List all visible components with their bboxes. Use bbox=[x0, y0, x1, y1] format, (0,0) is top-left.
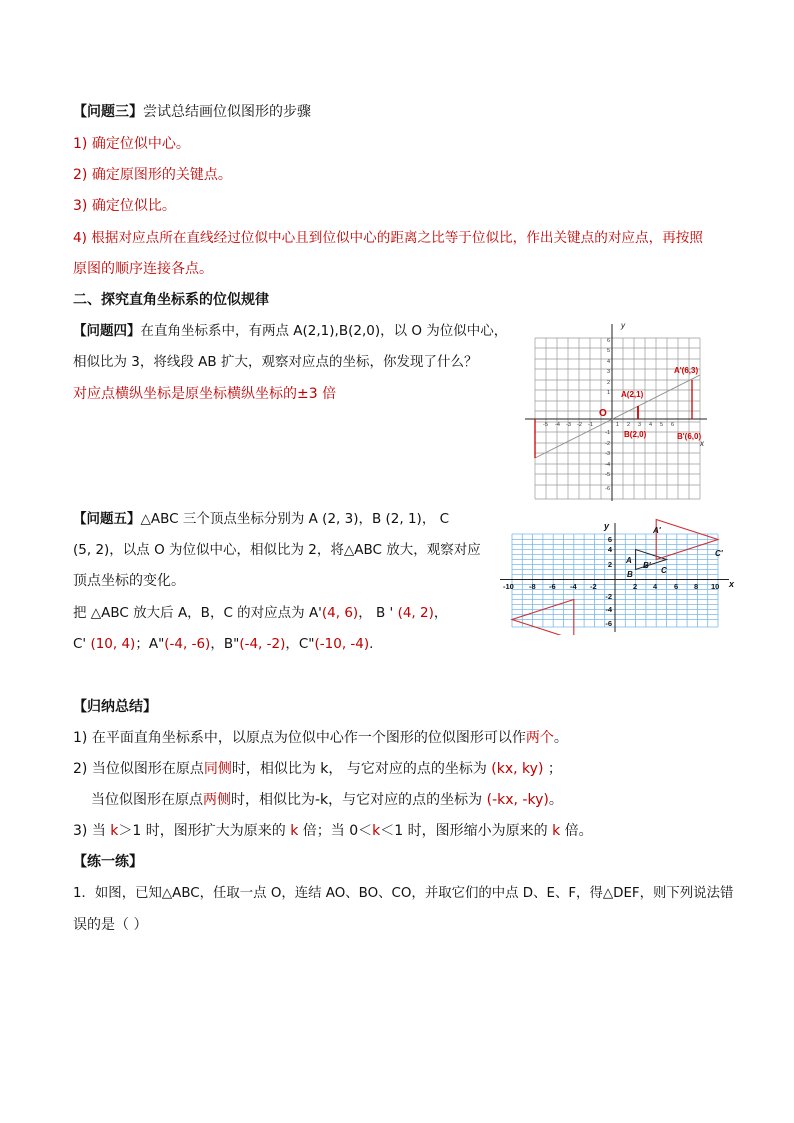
q5-answer-1 bbox=[73, 604, 447, 622]
q3-step-2: 2) 确定原图形的关键点。 bbox=[73, 167, 232, 183]
graph-2-label-C2: C' bbox=[715, 549, 723, 558]
q5-line-1 bbox=[73, 510, 449, 528]
summary-3-highlight-1: 两侧 bbox=[203, 792, 231, 808]
q5-a2-value-2: (-4, -6) bbox=[164, 636, 211, 652]
g1-ytick: -5 bbox=[605, 472, 610, 478]
g1-ytick: 5 bbox=[606, 348, 610, 354]
q5-text-1: △ABC 三个顶点坐标分别为 A (2, 3)，B (2, 1)， C bbox=[140, 511, 450, 527]
g1-ytick: 1 bbox=[606, 390, 610, 396]
practice-q1-line-2: 误的是（ ） bbox=[73, 917, 148, 933]
g1-ytick: 3 bbox=[606, 369, 610, 375]
g1-ytick: -6 bbox=[605, 486, 610, 492]
q5-a2-sep-2: ，B" bbox=[210, 636, 240, 652]
q5-a2-value-1: (10, 4) bbox=[90, 636, 136, 652]
g2-xtick: 10 bbox=[711, 582, 720, 591]
summary-line-2 bbox=[73, 760, 562, 778]
g1-xtick: -4 bbox=[555, 422, 560, 428]
graph-2-label-C: C bbox=[661, 566, 667, 575]
summary-4-lt: ＜1 时，图形缩小为原来的 bbox=[380, 823, 553, 839]
summary-3-highlight-2: (-kx, -ky) bbox=[486, 792, 549, 808]
g1-ytick: -4 bbox=[605, 462, 610, 468]
practice-title: 【练一练】 bbox=[73, 854, 143, 870]
q4-text-1: 在直角坐标系中，有两点 A(2,1),B(2,0)，以 O 为位似中心， bbox=[140, 323, 508, 339]
summary-4-end: 倍。 bbox=[560, 823, 593, 839]
q3-step-4: 4) 根据对应点所在直线经过位似中心且到位似中心的距离之比等于位似比，作出关键点的对应点，再按照 bbox=[73, 230, 703, 246]
q5-a2-sep-3: ，C" bbox=[285, 636, 315, 652]
graph-1-coordinate-plane bbox=[525, 318, 725, 504]
summary-2-highlight-1: 同侧 bbox=[203, 761, 232, 777]
q3-text: 尝试总结画位似图形的步骤 bbox=[143, 104, 311, 120]
summary-line-1 bbox=[73, 729, 568, 747]
q5-title: 【问题五】 bbox=[73, 511, 141, 527]
g1-xtick: 4 bbox=[649, 422, 653, 428]
g2-xtick: -10 bbox=[503, 582, 514, 591]
summary-4-mid-2: 倍；当 0＜ bbox=[298, 823, 373, 839]
q5-a2-value-4: (-10, -4) bbox=[314, 636, 370, 652]
g2-xtick: 8 bbox=[694, 582, 699, 591]
g1-xtick: -3 bbox=[566, 422, 571, 428]
g1-xtick: -2 bbox=[577, 422, 582, 428]
summary-3-end: 。 bbox=[548, 792, 563, 808]
q5-a2-sep-1: ；A" bbox=[135, 636, 165, 652]
summary-3-pre: 当位似图形在原点 bbox=[91, 792, 203, 808]
summary-4-mid: 时，图形扩大为原来的 bbox=[141, 823, 291, 839]
g1-xtick: 1 bbox=[616, 422, 620, 428]
q5-a2-pre: C' bbox=[73, 636, 87, 652]
g1-xtick: 3 bbox=[638, 422, 642, 428]
g1-ytick: 2 bbox=[606, 380, 610, 386]
graph-1-label-A2: A'(6,3) bbox=[674, 366, 699, 375]
graph-2-y-ticks bbox=[605, 535, 613, 628]
graph-2-label-A2: A' bbox=[653, 526, 661, 535]
g2-xtick: 2 bbox=[633, 582, 638, 591]
g1-ytick: -1 bbox=[605, 430, 610, 436]
graph-2-label-B2: B' bbox=[643, 561, 651, 570]
q4-line-1 bbox=[73, 322, 507, 340]
g1-xtick: 6 bbox=[671, 422, 675, 428]
graph-2-label-A: A bbox=[626, 556, 632, 565]
section-2-heading: 二、探究直角坐标系的位似规律 bbox=[73, 292, 269, 308]
q5-a1-value-2: (4, 2) bbox=[397, 605, 434, 621]
g2-ytick: -2 bbox=[605, 592, 612, 601]
g1-xtick: -1 bbox=[588, 422, 593, 428]
summary-2-mid: 时，相似比为 k， 与它对应的点的坐标为 bbox=[231, 761, 487, 777]
q3-step-1: 1) 确定位似中心。 bbox=[73, 136, 190, 152]
g2-xtick: -4 bbox=[570, 582, 577, 591]
summary-4-k-1: k bbox=[110, 823, 119, 839]
graph-1-label-A: A(2,1) bbox=[621, 390, 644, 399]
practice-q1-line-1: 1．如图，已知△ABC，任取一点 O，连结 AO、BO、CO，并取它们的中点 D、E、F，得△DEF，则下列说法错 bbox=[73, 886, 734, 901]
summary-3-mid: 时，相似比为-k，与它对应的点的坐标为 bbox=[231, 792, 483, 808]
g1-xtick: -5 bbox=[543, 422, 548, 428]
g1-ytick: 4 bbox=[606, 359, 610, 365]
graph-1-y-label: y bbox=[621, 321, 625, 330]
graph-2-coordinate-plane bbox=[497, 515, 737, 635]
q5-a1-end: ， bbox=[433, 605, 448, 621]
graph-1-label-B2: B'(6,0) bbox=[677, 432, 702, 441]
g2-xtick: -6 bbox=[549, 582, 556, 591]
q5-a2-end: . bbox=[369, 636, 374, 652]
summary-2-highlight-2: (kx, ky) bbox=[491, 761, 544, 777]
graph-1-x-ticks bbox=[543, 422, 674, 428]
q5-a2-value-3: (-4, -2) bbox=[239, 636, 286, 652]
g2-xtick: 4 bbox=[653, 582, 658, 591]
g1-ytick: -3 bbox=[605, 451, 610, 457]
summary-2-end: ； bbox=[547, 761, 562, 777]
g2-xtick: -8 bbox=[529, 582, 536, 591]
graph-1-x-label: x bbox=[700, 439, 704, 448]
summary-4-pre: 3) 当 bbox=[73, 823, 111, 839]
graph-1-label-B: B(2,0) bbox=[624, 430, 647, 439]
g2-ytick: -4 bbox=[605, 605, 612, 614]
q5-a1-mid: ， B ' bbox=[358, 605, 394, 621]
g1-ytick: -2 bbox=[605, 441, 610, 447]
summary-2-pre: 2) 当位似图形在原点 bbox=[73, 761, 204, 777]
q3-heading bbox=[73, 103, 311, 121]
q4-line-2: 相似比为 3，将线段 AB 扩大，观察对应点的坐标，你发现了什么？ bbox=[73, 354, 478, 370]
graph-2-y-label: y bbox=[604, 521, 610, 531]
summary-1-pre: 1) 在平面直角坐标系中，以原点为位似中心作一个图形的位似图形可以作 bbox=[73, 730, 526, 746]
summary-1-end: 。 bbox=[553, 730, 568, 746]
q3-step-4-cont: 原图的顺序连接各点。 bbox=[73, 261, 213, 277]
g1-ytick: 6 bbox=[606, 338, 610, 344]
q3-step-3: 3) 确定位似比。 bbox=[73, 198, 176, 214]
q3-title: 【问题三】 bbox=[73, 104, 143, 120]
q4-title: 【问题四】 bbox=[73, 323, 141, 339]
summary-1-highlight: 两个 bbox=[525, 730, 554, 746]
summary-4-k-4: k bbox=[552, 823, 561, 839]
g1-xtick: 2 bbox=[627, 422, 631, 428]
g2-ytick: 6 bbox=[607, 535, 612, 544]
q5-a1-pre: 把 △ABC 放大后 A，B，C 的对应点为 A' bbox=[73, 605, 322, 621]
g2-ytick: -6 bbox=[605, 619, 612, 628]
graph-1-line-through-origin bbox=[535, 375, 700, 458]
q5-line-3: 顶点坐标的变化。 bbox=[73, 573, 185, 589]
g2-ytick: 4 bbox=[607, 545, 612, 554]
summary-4-k-3: k bbox=[372, 823, 381, 839]
graph-1-origin-label: O bbox=[599, 408, 607, 419]
summary-4-k-2: k bbox=[290, 823, 299, 839]
q5-answer-2 bbox=[73, 635, 373, 653]
q4-answer: 对应点横纵坐标是原坐标横纵坐标的±3 倍 bbox=[73, 386, 337, 402]
g2-ytick: 2 bbox=[607, 560, 612, 569]
summary-line-3 bbox=[91, 791, 563, 809]
graph-2-label-B: B bbox=[627, 570, 633, 579]
summary-4-gt: ＞1 bbox=[118, 823, 142, 839]
q5-a1-value-1: (4, 6) bbox=[321, 605, 359, 621]
q5-line-2: (5, 2)，以点 O 为位似中心，相似比为 2，将△ABC 放大，观察对应 bbox=[73, 542, 481, 558]
g1-xtick: 5 bbox=[660, 422, 664, 428]
graph-2-x-label: x bbox=[729, 579, 735, 589]
summary-title: 【归纳总结】 bbox=[73, 699, 157, 715]
summary-line-4 bbox=[73, 822, 593, 840]
g2-xtick: -2 bbox=[590, 582, 597, 591]
g2-xtick: 6 bbox=[674, 582, 679, 591]
